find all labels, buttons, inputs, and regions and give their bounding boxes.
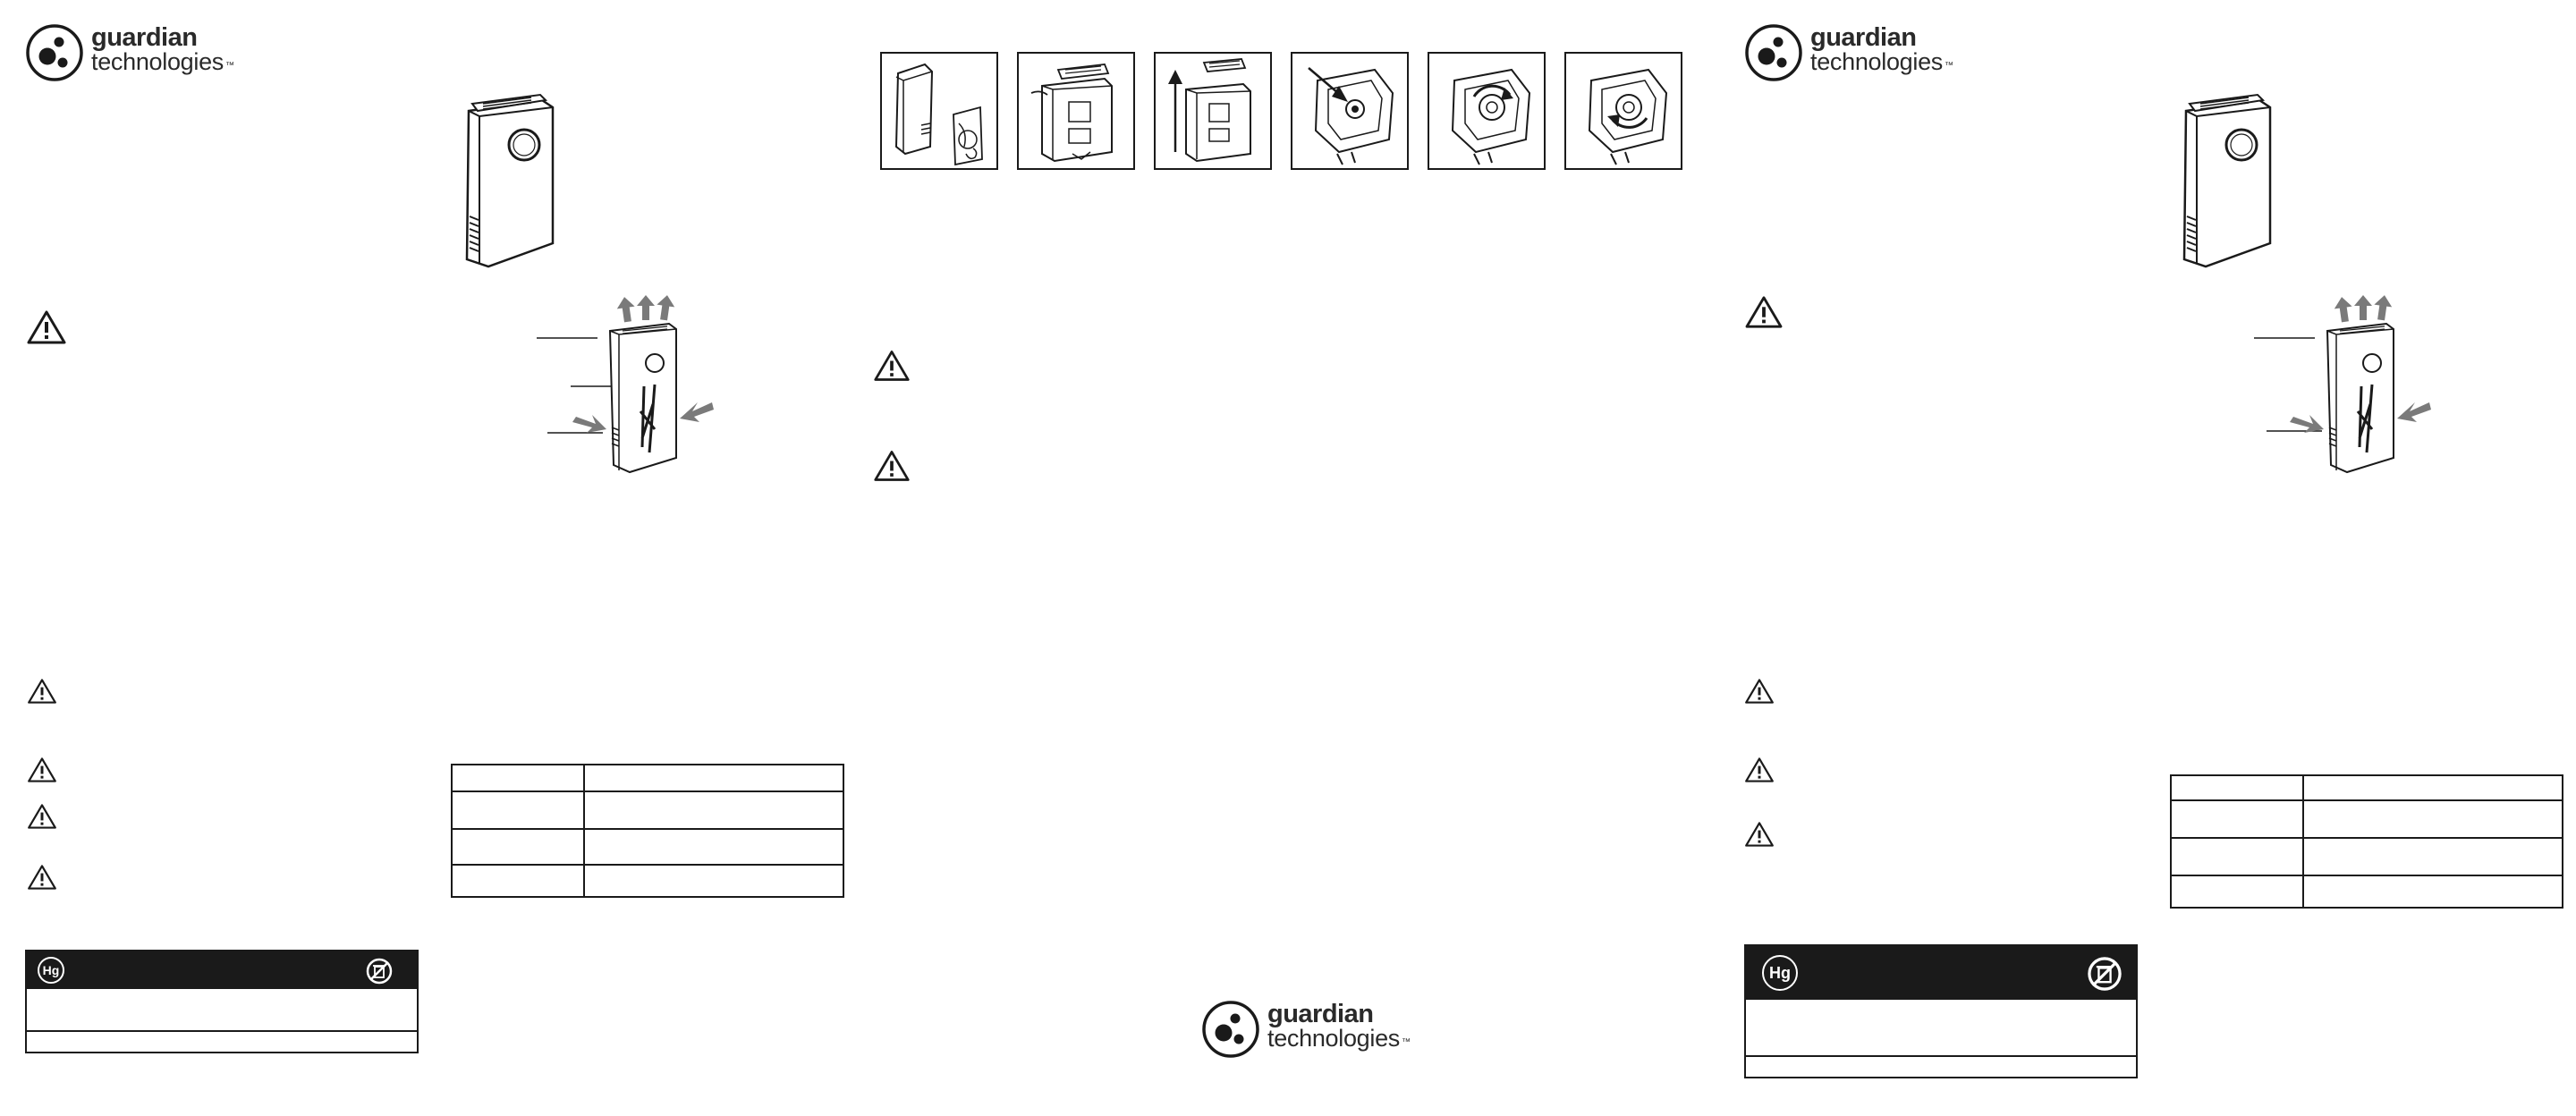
device-illustration bbox=[2170, 91, 2277, 270]
warning-icon bbox=[27, 864, 57, 891]
brand-name-line2: technologies ™ bbox=[1267, 1025, 1411, 1052]
logo-mark-icon bbox=[1744, 23, 1803, 82]
step-figure-press-release bbox=[1291, 52, 1409, 170]
table-row bbox=[2172, 876, 2562, 909]
logo-mark-icon bbox=[25, 23, 84, 82]
table-row bbox=[453, 866, 843, 898]
spec-table bbox=[2170, 774, 2563, 909]
brand-name-line1: guardian bbox=[91, 23, 198, 52]
airflow-diagram bbox=[537, 295, 716, 474]
logo-mark-icon bbox=[1201, 1000, 1260, 1059]
brand-name-line2: technologies ™ bbox=[91, 48, 234, 75]
warning-icon bbox=[1744, 757, 1775, 783]
table-row bbox=[453, 765, 843, 792]
step-figure-insert-bulb bbox=[1564, 52, 1682, 170]
spec-table bbox=[451, 764, 844, 898]
table-row bbox=[453, 830, 843, 866]
table-row bbox=[2172, 776, 2562, 801]
warning-icon bbox=[26, 309, 67, 345]
table-row bbox=[2172, 839, 2562, 876]
warning-icon bbox=[1744, 678, 1775, 705]
step-figure-unplug bbox=[880, 52, 998, 170]
step-figure-twist-bulb bbox=[1428, 52, 1546, 170]
airflow-diagram bbox=[2254, 295, 2433, 474]
no-trash-icon bbox=[365, 957, 394, 985]
step-figure-lift-cover bbox=[1154, 52, 1272, 170]
warning-icon bbox=[1744, 821, 1775, 848]
warning-icon bbox=[1744, 295, 1784, 329]
brand-name-line1: guardian bbox=[1810, 23, 1917, 52]
warning-icon bbox=[873, 449, 911, 483]
table-row bbox=[453, 792, 843, 830]
device-illustration bbox=[453, 91, 560, 270]
warning-icon bbox=[873, 349, 911, 383]
hg-icon: Hg bbox=[38, 957, 64, 984]
mercury-disposal-box bbox=[1744, 944, 2138, 1078]
brand-logo-center bbox=[1201, 1000, 1416, 1057]
brand-logo-left bbox=[25, 23, 240, 80]
warning-icon bbox=[27, 803, 57, 830]
warning-icon bbox=[27, 678, 57, 705]
step-figure-open-cover bbox=[1017, 52, 1135, 170]
hg-icon: Hg bbox=[1762, 955, 1798, 991]
mercury-disposal-box bbox=[25, 950, 419, 1053]
no-trash-icon bbox=[2086, 955, 2123, 993]
brand-name-line1: guardian bbox=[1267, 1000, 1374, 1028]
brand-name-line2: technologies ™ bbox=[1810, 48, 1953, 75]
table-row bbox=[2172, 801, 2562, 839]
brand-logo-right bbox=[1744, 23, 1959, 80]
warning-icon bbox=[27, 757, 57, 783]
